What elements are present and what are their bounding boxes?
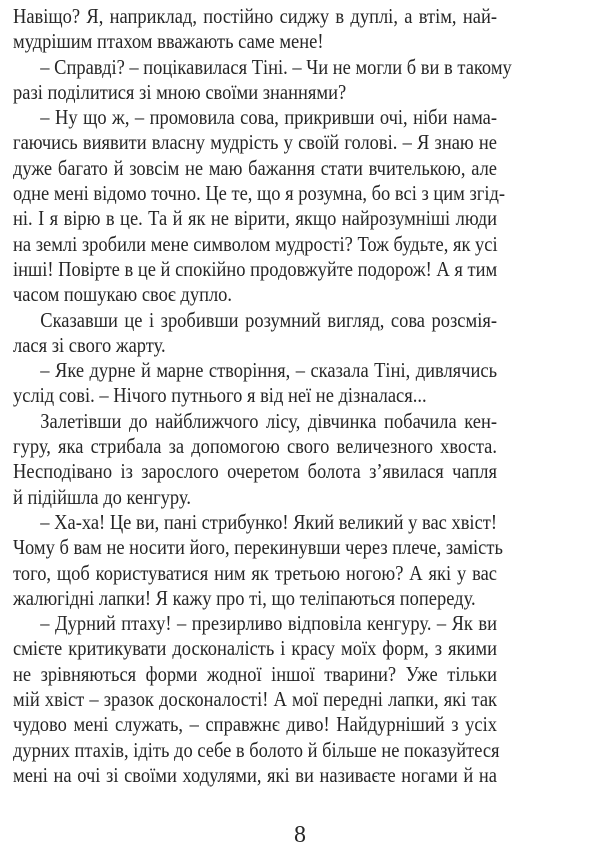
- text-line: мій хвіст – зразок досконалості! А мої передні лапки, які так: [13, 687, 497, 712]
- text-line: Навіщо? Я, наприклад, постійно сиджу в дуплі, а втім, най-: [13, 4, 497, 28]
- text-line: дурних птахів, ідіть до себе в болото й більше не показуйтеся: [13, 737, 500, 762]
- text-line: – Яке дурне й марне створіння, – сказала Тіні, дивлячись: [40, 358, 497, 383]
- text-line: мудрішим птахом вважають саме мене!: [13, 29, 324, 54]
- text-line: жалюгідні лапки! Я кажу про ті, що теліпаються попереду.: [13, 585, 476, 610]
- text-line: Залетівши до найближчого лісу, дівчинка побачила кен-: [40, 408, 497, 433]
- text-line: мені на очі зі своїми ходулями, які ви називаєте ногами й на: [13, 762, 497, 787]
- text-line: – Дурний птаху! – презирливо відповіла кенгуру. – Як ви: [40, 611, 497, 636]
- text-line: чудово мені служать, – справжнє диво! Найдурніший з усіх: [13, 712, 497, 737]
- text-line: Чому б вам не носити його, перекинувши через плече, замість: [13, 535, 503, 560]
- text-line: гуру, яка стрибала за допомогою свого величезного хвоста.: [13, 434, 497, 459]
- paragraph: [13, 358, 497, 409]
- paragraph: [13, 409, 497, 510]
- paragraph: [13, 509, 503, 611]
- text-line: дуже багато й зовсім не маю бажання стати вчителькою, але: [13, 155, 497, 180]
- text-line: часом пошукаю своє дупло.: [13, 282, 233, 307]
- text-line: разі поділитися зі мною своїми знаннями?: [13, 79, 347, 104]
- paragraph: [13, 4, 497, 55]
- paragraph: [13, 54, 512, 106]
- paragraph: [13, 105, 506, 307]
- text-line: інші! Повірте в це й спокійно продовжуйте подорож! А я тим: [13, 256, 498, 281]
- paragraph: [13, 611, 500, 788]
- text-line: – Справді? – поцікавилася Тіні. – Чи не могли б ви в такому: [40, 54, 512, 79]
- text-line: й підійшла до кенгуру.: [13, 484, 191, 509]
- text-line: не зрівняються форми жодної іншої тварини? Уже тільки: [13, 661, 497, 686]
- paragraph: [13, 308, 497, 359]
- text-line: лася зі свого жарту.: [13, 332, 166, 357]
- text-line: Несподівано із зарослого очеретом болота з’явилася чапля: [13, 459, 497, 484]
- text-line: Сказавши це і зробивши розумний вигляд, сова розсмія-: [40, 307, 497, 332]
- text-line: на землі зробили мене символом мудрості? Тож будьте, як усі: [13, 231, 498, 256]
- page-number: 8: [294, 822, 306, 848]
- text-line: – Ну що ж, – промовила сова, прикривши очі, ніби нама-: [40, 105, 497, 130]
- text-line: смієте критикувати досконалість і красу моїх форм, з якими: [13, 636, 497, 661]
- text-line: услід сові. – Нічого путнього я від неї не дізналася...: [13, 383, 427, 408]
- page-body-text: [13, 4, 512, 788]
- text-line: того, щоб користуватися ним як третьою ногою? А які у вас: [13, 560, 497, 585]
- text-line: – Ха-ха! Це ви, пані стрибунко! Який великий у вас хвіст!: [40, 509, 498, 534]
- text-line: одне мені відомо точно. Це те, що я розумна, бо всі з цим згід-: [13, 181, 506, 206]
- text-line: ні. І я вірю в це. Та й як не вірити, якщо найрозумніші люди: [13, 206, 497, 231]
- text-line: гаючись виявити власну мудрість у своїй голові. – Я знаю не: [13, 130, 497, 155]
